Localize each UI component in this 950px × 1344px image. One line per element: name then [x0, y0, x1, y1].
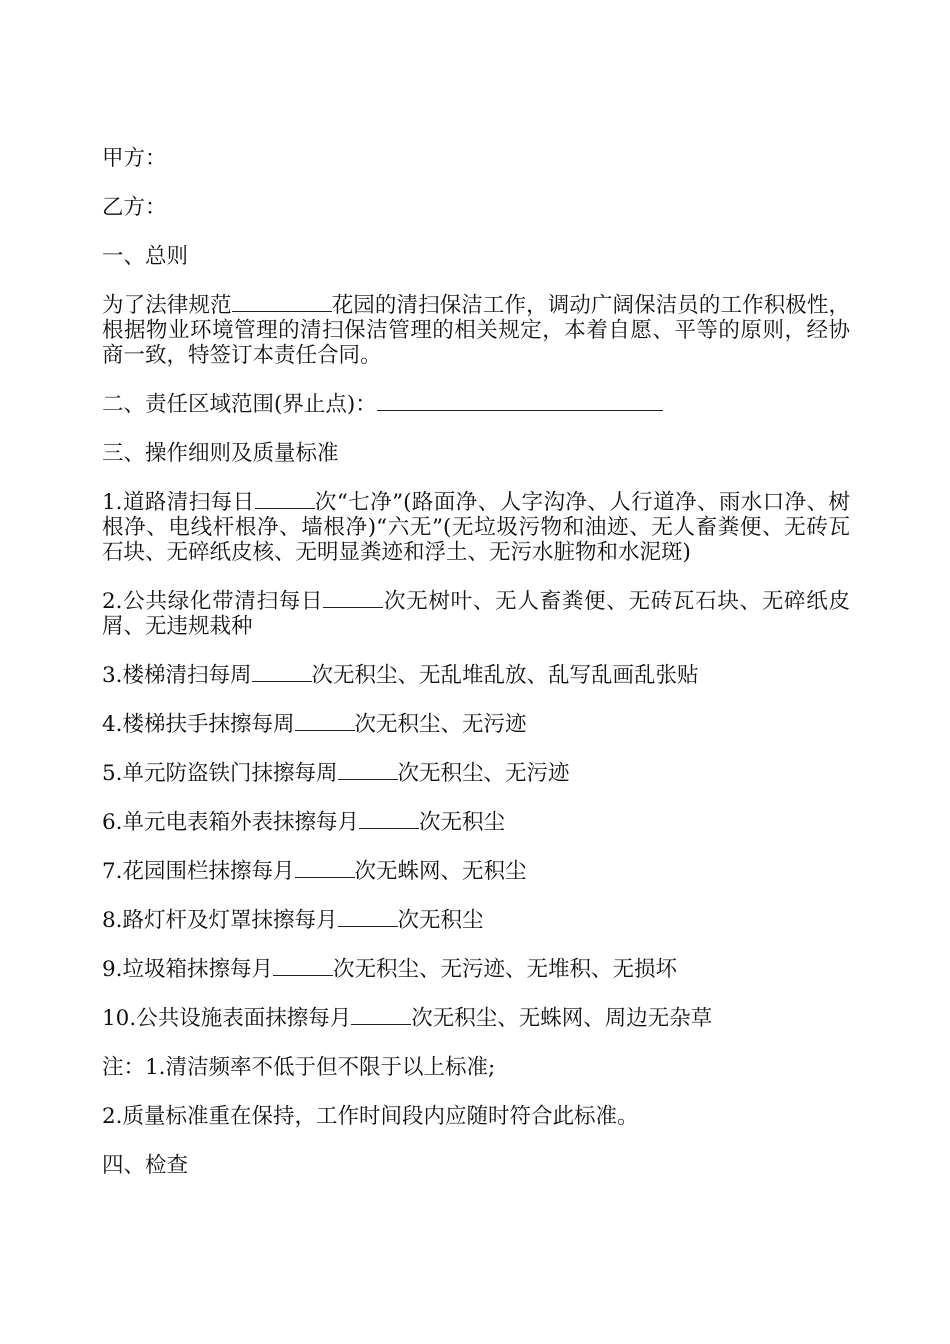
section-inspection-heading: 四、检查	[102, 1153, 189, 1178]
frequency-blank	[338, 908, 398, 927]
item-task: 2.公共绿化带清扫每日	[102, 589, 324, 614]
frequency-blank	[351, 1006, 411, 1025]
party-a-label: 甲方：	[102, 146, 167, 171]
list-item	[102, 859, 850, 884]
item-standard: 次无积尘、无蛛网、周边无杂草	[411, 1006, 713, 1031]
garden-name-blank	[232, 293, 332, 312]
contract-document	[102, 146, 850, 1202]
item-task: 1.道路清扫每日	[102, 490, 255, 515]
frequency-blank	[255, 490, 315, 509]
section-operations-heading: 三、操作细则及质量标准	[102, 441, 339, 466]
standards-list	[102, 490, 850, 1031]
list-item	[102, 810, 850, 835]
list-item	[102, 761, 850, 786]
item-task: 8.路灯杆及灯罩抹擦每月	[102, 908, 338, 933]
item-standard: 次无积尘	[419, 810, 506, 835]
frequency-blank	[359, 810, 419, 829]
note-line-2: 2.质量标准重在保持，工作时间段内应随时符合此标准。	[102, 1104, 639, 1129]
item-standard: 次无积尘、无污迹	[354, 712, 527, 737]
list-item	[102, 1006, 850, 1031]
intro-text-start: 为了法律规范	[102, 293, 232, 318]
item-task: 9.垃圾箱抹擦每月	[102, 957, 274, 982]
item-standard: 次无积尘、无污迹、无堆积、无损坏	[333, 957, 678, 982]
section-area-heading: 二、责任区域范围(界止点)：	[102, 392, 377, 417]
intro-text-rest: 花园的清扫保洁工作，调动广阔保洁员的工作积极性，根据物业环境管理的清扫保洁管理的相关规定，本着自愿、平等的原则，经协商一致，特签订本责任合同。	[102, 293, 850, 368]
item-task: 4.楼梯扶手抹擦每周	[102, 712, 295, 737]
item-task: 3.楼梯清扫每周	[102, 663, 252, 688]
frequency-blank	[273, 957, 333, 976]
list-item	[102, 490, 850, 565]
list-item	[102, 908, 850, 933]
frequency-blank	[323, 589, 383, 608]
item-standard: 次无蛛网、无积尘	[354, 859, 527, 884]
general-intro-paragraph	[102, 293, 850, 368]
list-item	[102, 589, 850, 639]
frequency-blank	[338, 761, 398, 780]
item-task: 5.单元防盗铁门抹擦每周	[102, 761, 338, 786]
item-standard: 次“七净”(路面净、人字沟净、人行道净、雨水口净、树根净、电线杆根净、墙根净)“六无”(无垃圾污物和油迹、无人畜粪便、无砖瓦石块、无碎纸皮核、无明显粪迹和浮土、无污水脏物和水泥斑)	[102, 490, 851, 565]
section-general-heading: 一、总则	[102, 244, 189, 269]
list-item	[102, 712, 850, 737]
frequency-blank	[295, 712, 355, 731]
frequency-blank	[295, 859, 355, 878]
item-standard: 次无积尘、无乱堆乱放、乱写乱画乱张贴	[311, 663, 699, 688]
item-standard: 次无积尘	[397, 908, 484, 933]
area-boundary-blank	[377, 392, 663, 411]
item-task: 7.花园围栏抹擦每月	[102, 859, 295, 884]
item-task: 6.单元电表箱外表抹擦每月	[102, 810, 360, 835]
item-standard: 次无积尘、无污迹	[397, 761, 570, 786]
frequency-blank	[252, 663, 312, 682]
note-line-1: 注：1.清洁频率不低于但不限于以上标准;	[102, 1055, 496, 1080]
item-task: 10.公共设施表面抹擦每月	[102, 1006, 352, 1031]
responsibility-area-paragraph	[102, 392, 850, 417]
list-item	[102, 663, 850, 688]
party-b-label: 乙方：	[102, 195, 167, 220]
item-standard: 次无树叶、无人畜粪便、无砖瓦石块、无碎纸皮屑、无违规栽种	[102, 589, 850, 639]
list-item	[102, 957, 850, 982]
